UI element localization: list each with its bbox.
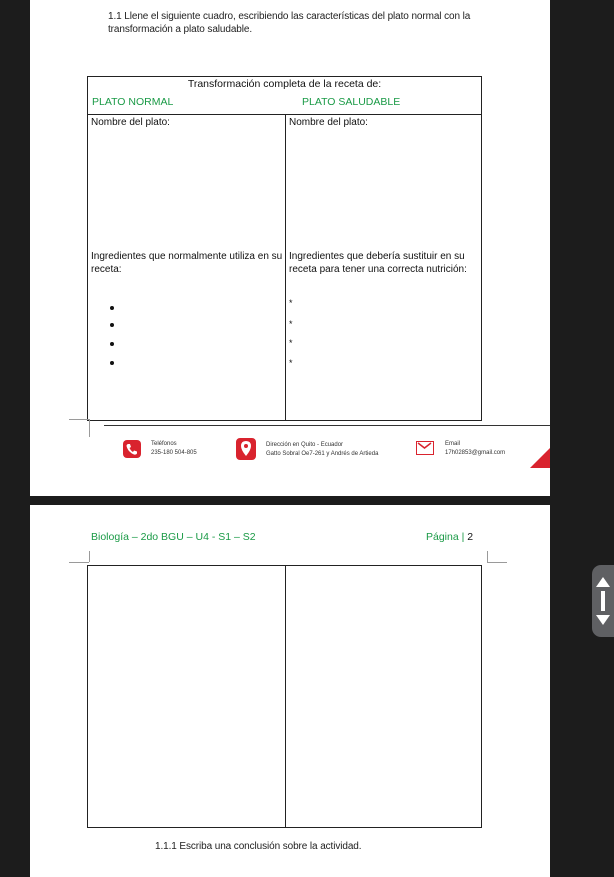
document-page-1	[30, 0, 550, 496]
column-divider	[285, 566, 286, 827]
address-label: Dirección en Quito - Ecuador	[266, 442, 344, 448]
email-icon	[416, 441, 434, 455]
bullet-point	[110, 323, 114, 327]
email-value: 17h02853@gmail.com	[445, 450, 506, 456]
scroll-down-icon[interactable]	[596, 615, 610, 625]
crop-mark	[487, 551, 488, 562]
dish-name-label-normal: Nombre del plato:	[91, 117, 170, 128]
page-number-label: Página |	[426, 531, 468, 543]
bullet-point	[110, 361, 114, 365]
address-value: Gatto Sobral Oe7-261 y Andrés de Artieda	[266, 451, 379, 457]
phone-icon	[123, 440, 141, 458]
ingredients-label-saludable: Ingredientes que debería sustituir en su receta para tener una correcta nutrición:	[289, 251, 467, 275]
star-marker: *	[289, 298, 293, 308]
bullet-point	[110, 342, 114, 346]
star-marker: *	[289, 338, 293, 348]
document-page-2	[30, 505, 550, 877]
page-number	[426, 531, 473, 543]
instruction-text: 1.1 Llene el siguiente cuadro, escribiendo las características del plato normal con la transformación a plato saludable.	[108, 11, 471, 35]
column-header-saludable: PLATO SALUDABLE	[302, 96, 401, 108]
conclusion-table	[87, 565, 482, 828]
column-header-normal: PLATO NORMAL	[92, 96, 174, 108]
scroll-thumb-icon[interactable]	[601, 591, 605, 611]
crop-mark	[69, 419, 89, 420]
conclusion-instruction: 1.1.1 Escriba una conclusión sobre la actividad.	[155, 841, 362, 852]
phone-value: 235-180 504-805	[151, 450, 197, 456]
dish-name-label-saludable: Nombre del plato:	[289, 117, 368, 128]
corner-accent-triangle	[530, 448, 550, 468]
ingredients-label-normal: Ingredientes que normalmente utiliza en su receta:	[91, 251, 283, 275]
table-title: Transformación completa de la receta de:	[187, 78, 382, 90]
bullet-point	[110, 306, 114, 310]
transformation-table	[87, 76, 482, 421]
footer-divider	[104, 425, 550, 426]
scroll-up-icon[interactable]	[596, 577, 610, 587]
star-marker: *	[289, 358, 293, 368]
page-gap	[0, 496, 614, 505]
page-header-subject: Biología – 2do BGU – U4 - S1 – S2	[91, 531, 256, 543]
page-number-value: 2	[467, 531, 474, 543]
scroll-handle[interactable]	[592, 565, 614, 637]
email-label: Email	[445, 441, 461, 447]
column-divider	[285, 114, 286, 420]
location-pin-icon	[236, 438, 256, 460]
crop-mark	[69, 562, 89, 563]
crop-mark	[89, 419, 90, 437]
phone-label: Teléfonos	[151, 441, 177, 447]
star-marker: *	[289, 319, 293, 329]
crop-mark	[89, 551, 90, 562]
crop-mark	[487, 562, 507, 563]
